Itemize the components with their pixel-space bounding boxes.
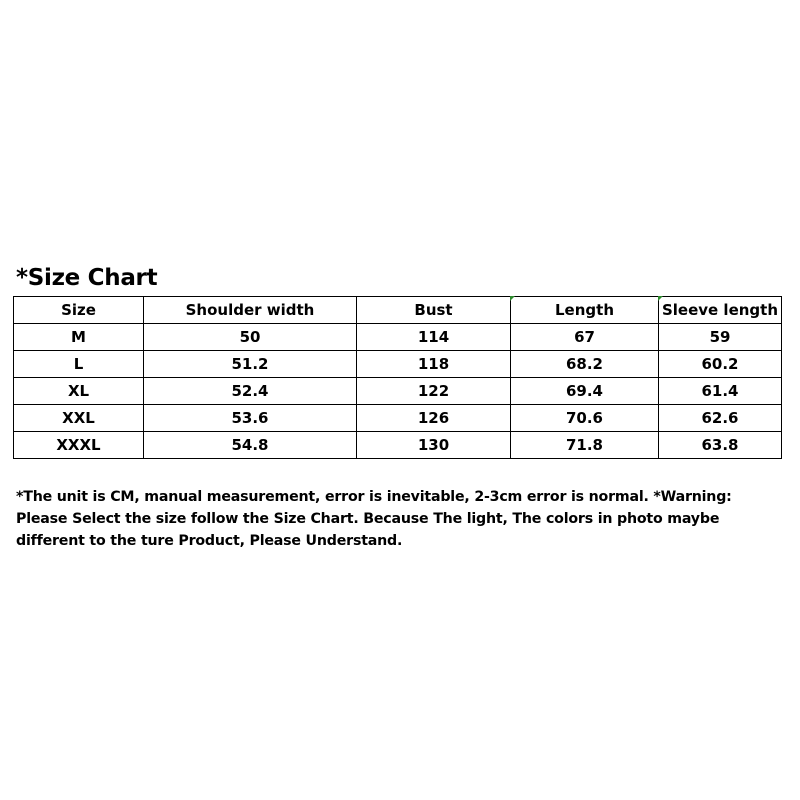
corner-tick-mark <box>510 296 515 301</box>
cell-size: XL <box>14 378 144 405</box>
cell-shoulder-width: 52.4 <box>144 378 357 405</box>
size-chart-title: *Size Chart <box>16 265 158 291</box>
cell-length: 67 <box>511 324 659 351</box>
size-chart-table-container <box>13 296 781 459</box>
corner-tick-mark <box>658 296 663 301</box>
cell-sleeve-length: 63.8 <box>659 432 782 459</box>
header-length-label: Length <box>555 301 614 319</box>
cell-sleeve-length: 62.6 <box>659 405 782 432</box>
cell-length: 69.4 <box>511 378 659 405</box>
header-size: Size <box>14 297 144 324</box>
header-length <box>511 297 659 324</box>
table-row <box>14 405 782 432</box>
header-bust: Bust <box>357 297 511 324</box>
header-sleeve-length-label: Sleeve length <box>661 301 779 319</box>
cell-length: 71.8 <box>511 432 659 459</box>
cell-size: XXXL <box>14 432 144 459</box>
table-header-row <box>14 297 782 324</box>
cell-sleeve-length: 59 <box>659 324 782 351</box>
table-row <box>14 378 782 405</box>
table-row <box>14 432 782 459</box>
cell-size: M <box>14 324 144 351</box>
note-line: different to the ture Product, Please Understand. <box>16 533 403 549</box>
cell-length: 70.6 <box>511 405 659 432</box>
cell-bust: 122 <box>357 378 511 405</box>
note-line: *The unit is CM, manual measurement, error is inevitable, 2-3cm error is normal. *Warning: <box>16 489 732 505</box>
cell-sleeve-length: 61.4 <box>659 378 782 405</box>
size-chart-table <box>13 296 782 459</box>
cell-size: L <box>14 351 144 378</box>
header-shoulder-width: Shoulder width <box>144 297 357 324</box>
header-sleeve-length <box>659 297 782 324</box>
cell-shoulder-width: 50 <box>144 324 357 351</box>
note-line: Please Select the size follow the Size Chart. Because The light, The colors in photo maybe <box>16 511 720 527</box>
cell-shoulder-width: 54.8 <box>144 432 357 459</box>
cell-bust: 114 <box>357 324 511 351</box>
cell-bust: 118 <box>357 351 511 378</box>
cell-bust: 130 <box>357 432 511 459</box>
table-row <box>14 351 782 378</box>
cell-size: XXL <box>14 405 144 432</box>
cell-length: 68.2 <box>511 351 659 378</box>
measurement-note <box>16 486 786 552</box>
table-row <box>14 324 782 351</box>
cell-bust: 126 <box>357 405 511 432</box>
cell-shoulder-width: 51.2 <box>144 351 357 378</box>
cell-sleeve-length: 60.2 <box>659 351 782 378</box>
cell-shoulder-width: 53.6 <box>144 405 357 432</box>
